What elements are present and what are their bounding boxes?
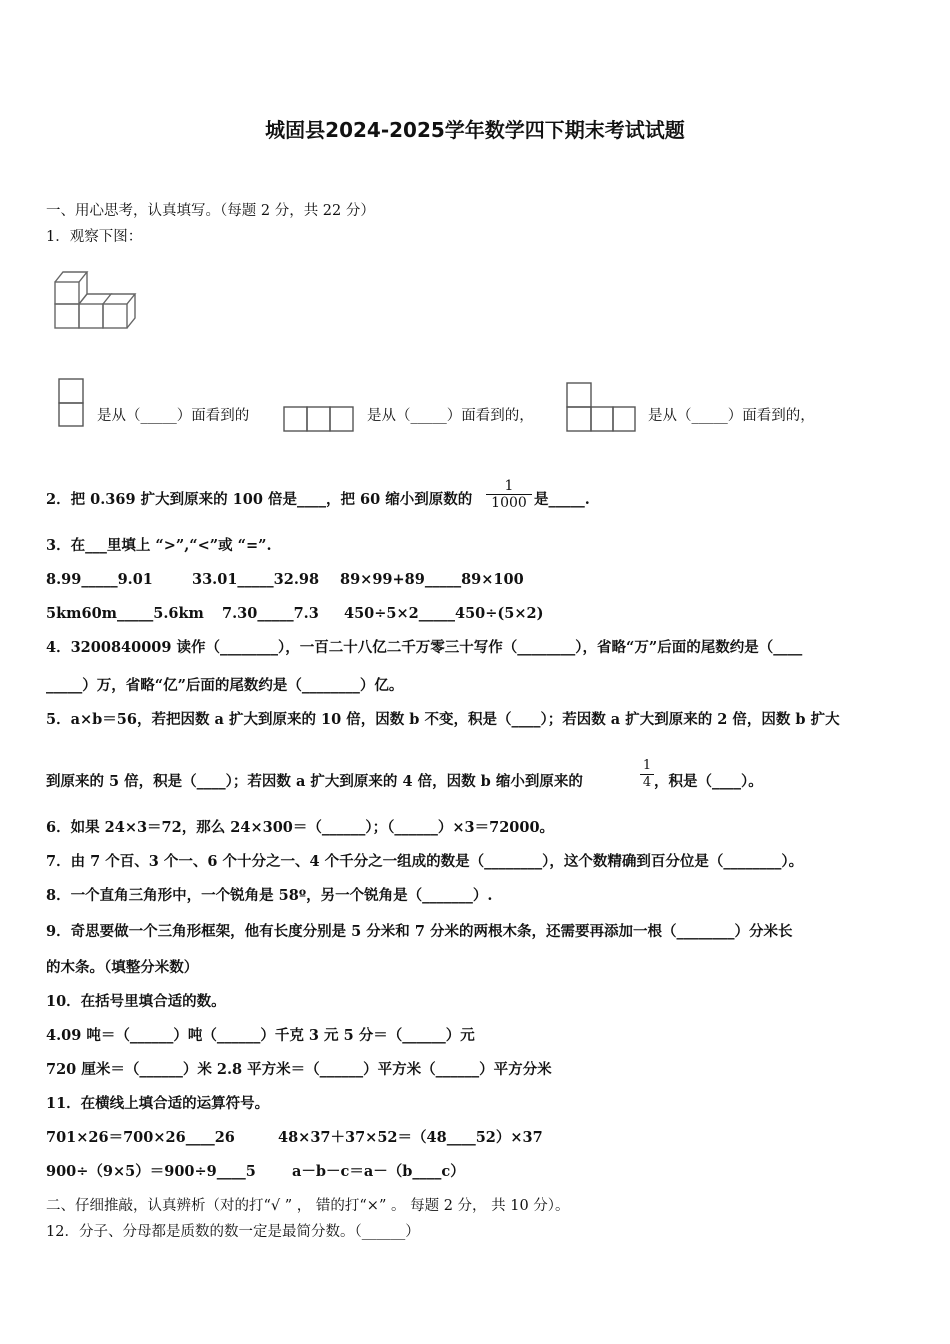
q3-item: 89×99+89_____89×100 bbox=[340, 571, 524, 588]
q2-part2: 是_____. bbox=[534, 491, 590, 508]
q11-item: 701×26＝700×26____26 bbox=[46, 1129, 235, 1146]
q2-fraction bbox=[486, 478, 532, 511]
section1-header: 一、用心思考，认真填写。（每题 2 分，共 22 分） bbox=[46, 203, 375, 219]
q7-text: 7．由 7 个百、3 个一、6 个十分之一、4 个千分之一组成的数是（________），这个数精确到百分位是（________）。 bbox=[46, 853, 804, 870]
q4-line1: 4．3200840009 读作（________），一百二十八亿二千万零三十写作（________），省略“万”后面的尾数约是（____ bbox=[46, 639, 803, 656]
q10-row: 4.09 吨＝（______）吨（______）千克 3 元 5 分＝（______）元 bbox=[46, 1027, 475, 1044]
q10-row: 720 厘米＝（______）米 2.8 平方米＝（______）平方米（______）平方分米 bbox=[46, 1061, 552, 1078]
q2-fraction-numerator: 1 bbox=[504, 478, 514, 494]
q5-line2-a: 到原来的 5 倍，积是（____）；若因数 a 扩大到原来的 4 倍，因数 b 缩小到原来的 bbox=[46, 773, 583, 790]
q5-fraction-denominator: 4 bbox=[642, 775, 652, 790]
q9-line1: 9．奇思要做一个三角形框架，他有长度分别是 5 分米和 7 分米的两根木条，还需要再添加一根（________）分米长 bbox=[46, 923, 793, 940]
q11-label: 11．在横线上填合适的运算符号。 bbox=[46, 1095, 270, 1112]
q4-line2: _____）万，省略“亿”后面的尾数约是（________）亿。 bbox=[46, 677, 404, 694]
q9-line2: 的木条。（填整分米数） bbox=[46, 959, 199, 976]
view-figure-vertical bbox=[56, 375, 86, 430]
q5-fraction-numerator: 1 bbox=[642, 758, 652, 773]
q6-text: 6．如果 24×3＝72，那么 24×300＝（______）；（______）×3＝72000。 bbox=[46, 819, 555, 836]
q12-text: 12．分子、分母都是质数的数一定是最简分数。（______） bbox=[46, 1224, 420, 1240]
section2-header: 二、仔细推敲，认真辨析（对的打“√ ” ， 错的打“×” 。 每题 2 分， 共 10 分）。 bbox=[46, 1198, 570, 1214]
q8-text: 8．一个直角三角形中，一个锐角是 58º，另一个锐角是（_______）. bbox=[46, 887, 493, 904]
q5-line1: 5．a×b＝56，若把因数 a 扩大到原来的 10 倍，因数 b 不变，积是（____）；若因数 a 扩大到原来的 2 倍，因数 b 扩大 bbox=[46, 711, 840, 728]
q1-view2-text: 是从（_____）面看到的， bbox=[367, 408, 534, 424]
q11-item: a－b－c＝a－（b____c） bbox=[292, 1163, 465, 1180]
q10-label: 10．在括号里填合适的数。 bbox=[46, 993, 226, 1010]
q5-fraction bbox=[640, 758, 654, 791]
q3-item: 5km60m_____5.6km bbox=[46, 605, 204, 622]
view-figure-l-shape bbox=[564, 380, 638, 434]
q1-view1-text: 是从（_____）面看到的 bbox=[97, 408, 250, 424]
q3-item: 33.01_____32.98 bbox=[192, 571, 320, 588]
q2-fraction-denominator: 1000 bbox=[491, 495, 527, 511]
q3-label: 3．在___里填上 “>”,“<”或 “=”. bbox=[46, 537, 272, 554]
q2-part1: 2．把 0.369 扩大到原来的 100 倍是____，把 60 缩小到原数的 bbox=[46, 491, 473, 508]
q3-item: 450÷5×2_____450÷(5×2) bbox=[344, 605, 544, 622]
q11-item: 48×37＋37×52＝（48____52）×37 bbox=[278, 1129, 543, 1146]
q5-line2-b: ，积是（____）。 bbox=[654, 773, 763, 790]
q1-label: 1．观察下图： bbox=[46, 229, 143, 245]
q11-item: 900÷（9×5）＝900÷9____5 bbox=[46, 1163, 256, 1180]
q3-item: 7.30_____7.3 bbox=[222, 605, 319, 622]
cube-figure bbox=[50, 265, 140, 335]
q1-view3-text: 是从（_____）面看到的， bbox=[648, 408, 815, 424]
q3-item: 8.99_____9.01 bbox=[46, 571, 153, 588]
view-figure-row bbox=[282, 404, 356, 434]
page-title: 城固县2024-2025学年数学四下期末考试试题 bbox=[265, 118, 685, 142]
